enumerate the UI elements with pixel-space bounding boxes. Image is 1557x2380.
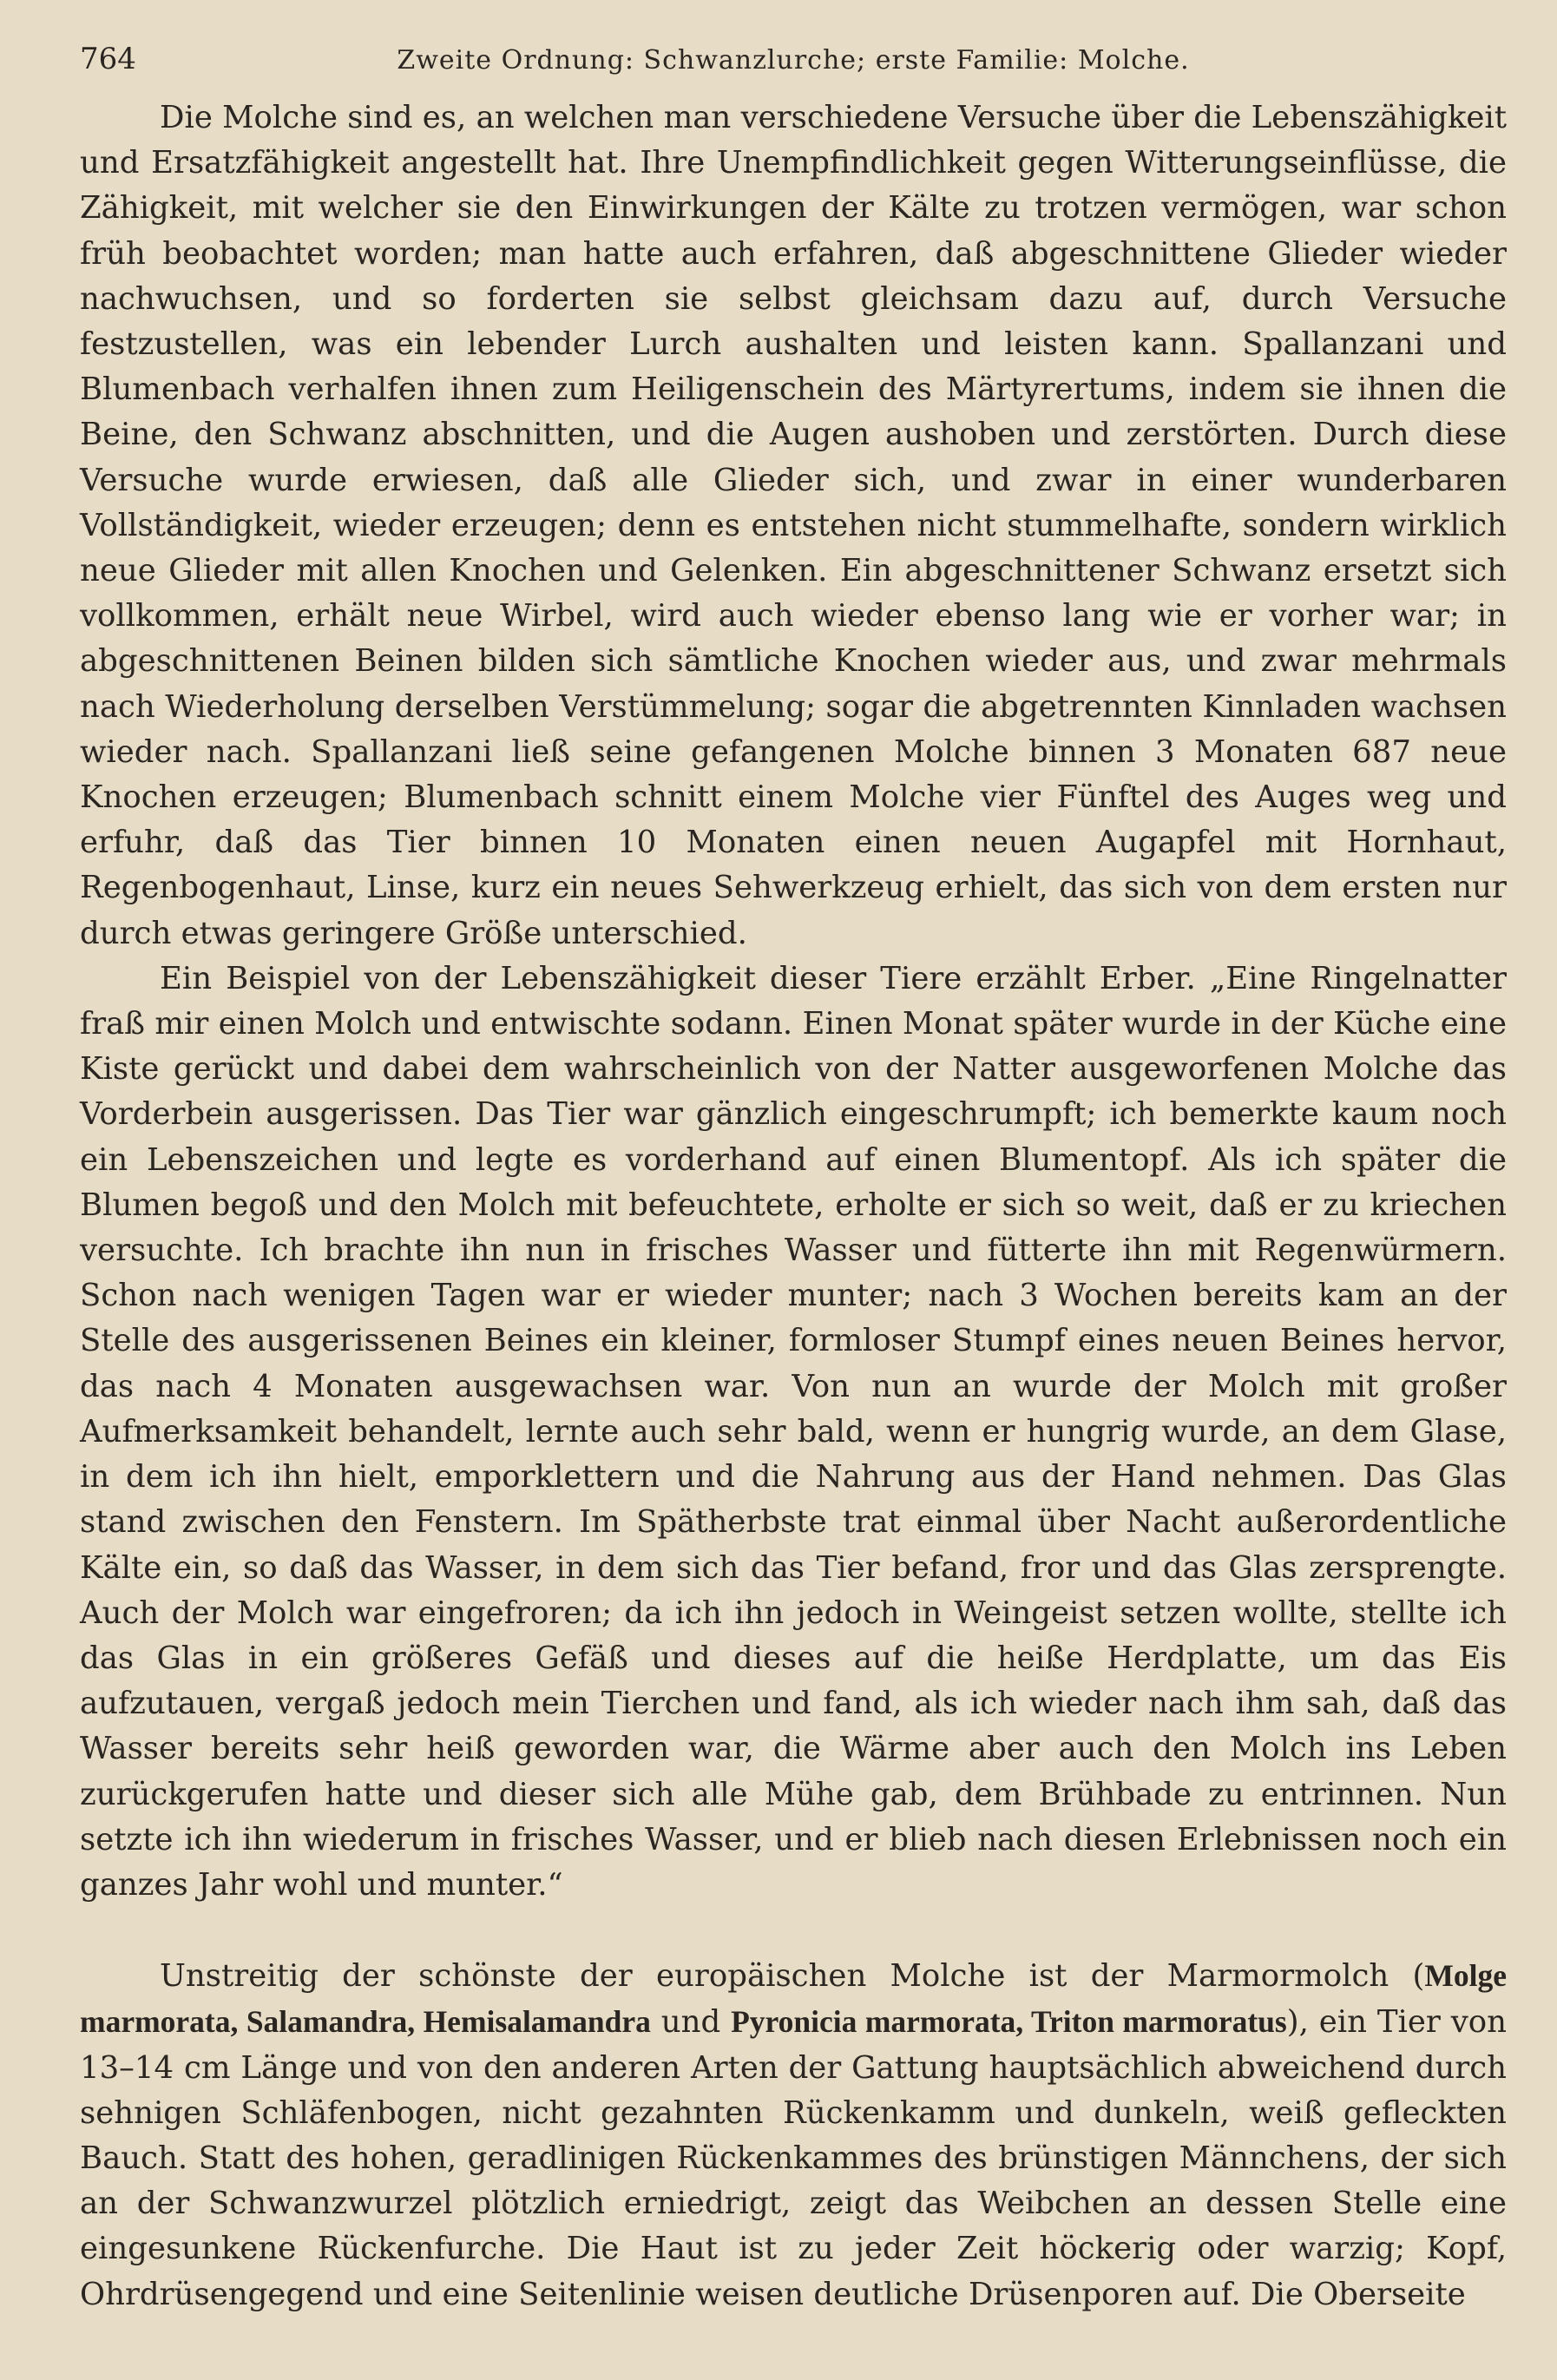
running-head: Zweite Ordnung: Schwanzlurche; erste Familie: Molche. <box>397 45 1190 76</box>
paragraph-regeneration: Die Molche sind es, an welchen man verschiedene Versuche über die Lebenszähigkeit und Ersatzfähigkeit angestellt hat. Ihre Unempfindlichkeit gegen Witterungseinflüsse, die Zähigkeit, mit welcher sie den Einwirkungen der Kälte zu trotzen vermögen, war schon früh beobachtet worden; man hatte auch erfahren, daß abgeschnittene Glieder wieder nachwuchsen, und so forderten sie selbst gleichsam dazu auf, durch Versuche festzustellen, was ein lebender Lurch aushalten und leisten kann. Spallanzani und Blumenbach verhalfen ihnen zum Heiligenschein des Märtyrertums, indem sie ihnen die Beine, den Schwanz abschnitten, und die Augen aushoben und zerstörten. Durch diese Versuche wurde erwiesen, daß alle Glieder sich, und zwar in einer wunderbaren Vollständigkeit, wieder erzeugen; denn es entstehen nicht stummelhafte, sondern wirklich neue Glieder mit allen Knochen und Gelenken. Ein abgeschnittener Schwanz ersetzt sich vollkommen, erhält neue Wirbel, wird auch wieder ebenso lang wie er vorher war; in abgeschnittenen Beinen bilden sich sämtliche Knochen wieder aus, und zwar mehrmals nach Wiederholung derselben Verstümmelung; sogar die abgetrennten Kinnladen wachsen wieder nach. Spallanzani ließ seine gefangenen Molche binnen 3 Monaten 687 neue Knochen erzeugen; Blumenbach schnitt einem Molche vier Fünftel des Auges weg und erfuhr, daß das Tier binnen 10 Monaten einen neuen Augapfel mit Hornhaut, Regenbogenhaut, Linse, kurz ein neues Sehwerkzeug erhielt, das sich von dem ersten nur durch etwas geringere Größe unterschied. <box>80 100 1507 951</box>
marbled-newt-description: ), ein Tier von 13–14 cm Länge und von den anderen Arten der Gattung hauptsächlich abweichend durch sehnigen Schläfenbogen, nicht gezahnten Rückenkamm und dunkeln, weiß gefleckten Bauch. Statt des hohen, geradlinigen Rückenkammes des brünstigen Männchens, der sich an der Schwanzwurzel plötzlich erniedrigt, zeigt das Weibchen an dessen Stelle eine eingesunkene Rückenfurche. Die Haut ist zu jeder Zeit höckerig oder warzig; Kopf, Ohrdrüsengegend und eine Seitenlinie weisen deutliche Drüsenporen auf. Die Oberseite <box>80 2004 1507 2312</box>
latin-names: Molge marmorata, Salamandra, Hemisalamandra <box>80 1958 1507 2040</box>
marbled-newt-intro: Unstreitig der schönste der europäischen Molche ist der Marmormolch ( <box>160 1958 1425 1995</box>
body-text <box>80 95 1507 2318</box>
page-header <box>80 42 1507 95</box>
paragraph-erber-anecdote: Ein Beispiel von der Lebenszähigkeit dieser Tiere erzählt Erber. „Eine Ringelnatter fraß mir einen Molch und entwischte sodann. Einen Monat später wurde in der Küche eine Kiste gerückt und dabei dem wahrscheinlich von der Natter ausgeworfenen Molche das Vorderbein ausgerissen. Das Tier war gänzlich eingeschrumpft; ich bemerkte kaum noch ein Lebenszeichen und legte es vorderhand auf einen Blumentopf. Als ich später die Blumen begoß und den Molch mit befeuchtete, erholte er sich so weit, daß er zu kriechen versuchte. Ich brachte ihn nun in frisches Wasser und fütterte ihn mit Regenwürmern. Schon nach wenigen Tagen war er wieder munter; nach 3 Wochen bereits kam an der Stelle des ausgerissenen Beines ein kleiner, formloser Stumpf eines neuen Beines hervor, das nach 4 Monaten ausgewachsen war. Von nun an wurde der Molch mit großer Aufmerksamkeit behandelt, lernte auch sehr bald, wenn er hungrig wurde, an dem Glase, in dem ich ihn hielt, emporklettern und die Nahrung aus der Hand nehmen. Das Glas stand zwischen den Fenstern. Im Spätherbste trat einmal über Nacht außerordentliche Kälte ein, so daß das Wasser, in dem sich das Tier befand, fror und das Glas zersprengte. Auch der Molch war eingefroren; da ich ihn jedoch in Weingeist setzen wollte, stellte ich das Glas in ein größeres Gefäß und dieses auf die heiße Herdplatte, um das Eis aufzutauen, vergaß jedoch mein Tierchen und fand, als ich wieder nach ihm sah, daß das Wasser bereits sehr heiß geworden war, die Wärme aber auch den Molch ins Leben zurückgerufen hatte und dieser sich alle Mühe gab, dem Brühbade zu entrinnen. Nun setzte ich ihn wiederum in frisches Wasser, und er blieb nach diesen Erlebnissen noch ein ganzes Jahr wohl und munter.“ <box>80 960 1507 1903</box>
page-number: 764 <box>80 42 136 76</box>
paragraph-marbled-newt <box>80 1953 1507 2318</box>
latin-names-2: Pyronicia marmorata, Triton marmoratus <box>731 2004 1287 2040</box>
marbled-newt-connector: und <box>650 2004 732 2041</box>
